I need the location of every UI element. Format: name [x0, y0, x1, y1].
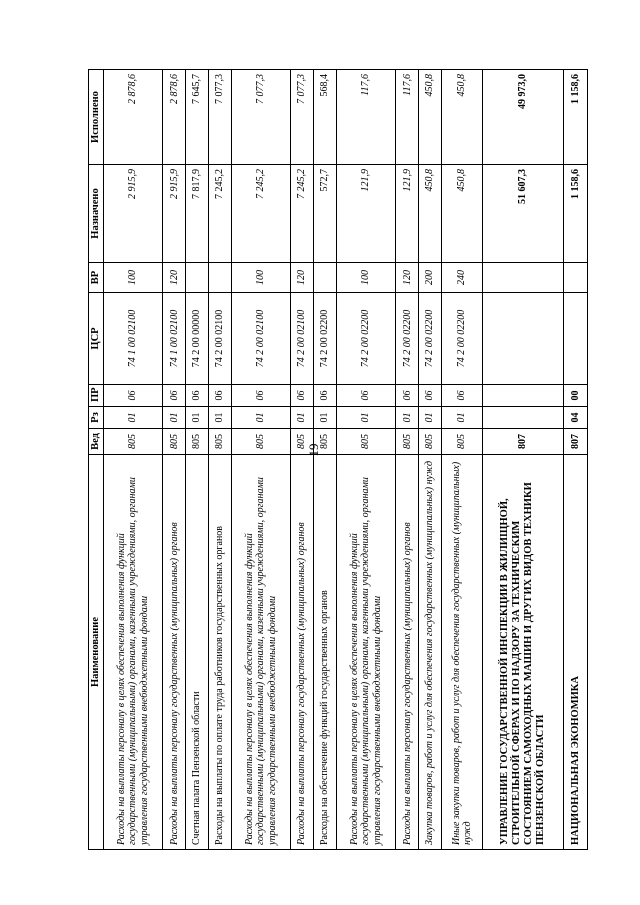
table-row: [337, 70, 396, 850]
cell-ved: 805: [442, 429, 483, 455]
cell-naznacheno: 121,9: [337, 165, 396, 263]
table-row: [396, 70, 419, 850]
cell-pr: 06: [186, 385, 209, 407]
cell-pr: 00: [564, 385, 588, 407]
cell-csr: 74 2 00 02100: [209, 293, 232, 385]
cell-rz: 01: [442, 407, 483, 429]
cell-name: Иные закупки товаров, работ и услуг для обеспечения государственных (муниципальных) нужд: [442, 455, 483, 850]
table-row: [483, 70, 564, 850]
cell-pr: 06: [232, 385, 291, 407]
cell-name: НАЦИОНАЛЬНАЯ ЭКОНОМИКА: [564, 455, 588, 850]
header-name: Наименование: [89, 455, 104, 850]
budget-table: [88, 69, 588, 850]
cell-ved: 807: [483, 429, 564, 455]
cell-ispolneno: 1 158,6: [564, 70, 588, 165]
cell-rz: 01: [314, 407, 337, 429]
cell-name: Закупка товаров, работ и услуг для обеспечения государственных (муниципальных) нужд: [419, 455, 442, 850]
cell-vr: [483, 263, 564, 293]
cell-rz: 01: [337, 407, 396, 429]
cell-rz: 01: [419, 407, 442, 429]
cell-vr: 100: [232, 263, 291, 293]
cell-pr: [483, 385, 564, 407]
cell-ved: 805: [419, 429, 442, 455]
cell-rz: 01: [232, 407, 291, 429]
cell-csr: [564, 293, 588, 385]
cell-rz: 01: [104, 407, 163, 429]
cell-naznacheno: 572,7: [314, 165, 337, 263]
cell-pr: 06: [104, 385, 163, 407]
cell-name: Расходы на выплаты персоналу в целях обеспечения выполнения функций государственными (муниципальными) органами, казенными учреждениями, органами управления государственными внебюджетными фондами: [337, 455, 396, 850]
header-pr: ПР: [89, 385, 104, 407]
cell-ispolneno: 450,8: [419, 70, 442, 165]
cell-ispolneno: 117,6: [396, 70, 419, 165]
cell-pr: 06: [396, 385, 419, 407]
table-row: [104, 70, 163, 850]
cell-ved: 805: [104, 429, 163, 455]
cell-pr: 06: [291, 385, 314, 407]
cell-vr: [209, 263, 232, 293]
header-ispolneno: Исполнено: [89, 70, 104, 165]
cell-name: Расходы на выплаты персоналу в целях обеспечения выполнения функций государственными (муниципальными) органами, казенными учреждениями, органами управления государственными внебюджетными фондами: [232, 455, 291, 850]
table-row: [442, 70, 483, 850]
cell-pr: 06: [337, 385, 396, 407]
cell-rz: [483, 407, 564, 429]
cell-naznacheno: 121,9: [396, 165, 419, 263]
cell-pr: 06: [419, 385, 442, 407]
cell-ved: 805: [396, 429, 419, 455]
cell-rz: 01: [163, 407, 186, 429]
rotated-table-container: [88, 70, 588, 850]
cell-naznacheno: 7 245,2: [209, 165, 232, 263]
header-csr: ЦСР: [89, 293, 104, 385]
cell-naznacheno: 2 915,9: [163, 165, 186, 263]
cell-naznacheno: 7 817,9: [186, 165, 209, 263]
cell-ved: 805: [209, 429, 232, 455]
cell-ved: 805: [186, 429, 209, 455]
cell-vr: 200: [419, 263, 442, 293]
cell-naznacheno: 1 158,6: [564, 165, 588, 263]
cell-csr: 74 2 00 02200: [314, 293, 337, 385]
cell-ispolneno: 7 077,3: [291, 70, 314, 165]
cell-ved: 805: [291, 429, 314, 455]
cell-csr: [483, 293, 564, 385]
cell-pr: 06: [314, 385, 337, 407]
cell-vr: [564, 263, 588, 293]
header-vr: ВР: [89, 263, 104, 293]
cell-vr: 120: [291, 263, 314, 293]
table-header-row: [89, 70, 104, 850]
cell-name: Расходы на выплаты персоналу государственных (муниципальных) органов: [291, 455, 314, 850]
table-row: [314, 70, 337, 850]
cell-naznacheno: 2 915,9: [104, 165, 163, 263]
cell-vr: 100: [104, 263, 163, 293]
cell-name: Счетная палата Пензенской области: [186, 455, 209, 850]
cell-csr: 74 2 00 02200: [337, 293, 396, 385]
cell-naznacheno: 450,8: [442, 165, 483, 263]
cell-rz: 01: [291, 407, 314, 429]
cell-naznacheno: 7 245,2: [291, 165, 314, 263]
cell-ispolneno: 7 077,3: [209, 70, 232, 165]
cell-name: Расходы на выплаты персоналу государственных (муниципальных) органов: [163, 455, 186, 850]
cell-ispolneno: 2 878,6: [163, 70, 186, 165]
cell-ispolneno: 49 973,0: [483, 70, 564, 165]
cell-name: Расходы на выплаты по оплате труда работников государственных органов: [209, 455, 232, 850]
table-row: [419, 70, 442, 850]
cell-csr: 74 2 00 02200: [442, 293, 483, 385]
cell-csr: 74 1 00 02100: [163, 293, 186, 385]
cell-csr: 74 2 00 02200: [419, 293, 442, 385]
cell-pr: 06: [442, 385, 483, 407]
table-row: [209, 70, 232, 850]
cell-name: УПРАВЛЕНИЕ ГОСУДАРСТВЕННОЙ ИНСПЕКЦИИ В ЖИЛИЩНОЙ, СТРОИТЕЛЬНОЙ СФЕРАХ И ПО НАДЗОРУ ЗА ТЕХНИЧЕСКИМ СОСТОЯНИЕМ САМОХОДНЫХ МАШИН И ДРУГИХ ВИДОВ ТЕХНИКИ ПЕНЗЕНСКОЙ ОБЛАСТИ: [483, 455, 564, 850]
cell-ispolneno: 7 077,3: [232, 70, 291, 165]
table-body: [104, 70, 588, 850]
cell-csr: 74 2 00 00000: [186, 293, 209, 385]
cell-ved: 805: [337, 429, 396, 455]
cell-csr: 74 2 00 02100: [291, 293, 314, 385]
table-row: [564, 70, 588, 850]
header-rz: Рз: [89, 407, 104, 429]
header-ved: Вед: [89, 429, 104, 455]
cell-pr: 06: [163, 385, 186, 407]
table-row: [291, 70, 314, 850]
cell-naznacheno: 450,8: [419, 165, 442, 263]
cell-naznacheno: 51 607,3: [483, 165, 564, 263]
cell-vr: 120: [163, 263, 186, 293]
cell-naznacheno: 7 245,2: [232, 165, 291, 263]
cell-name: Расходы на выплаты персоналу государственных (муниципальных) органов: [396, 455, 419, 850]
page-number: 19: [306, 443, 321, 457]
table-row: [186, 70, 209, 850]
cell-vr: 100: [337, 263, 396, 293]
cell-csr: 74 2 00 02100: [232, 293, 291, 385]
cell-ispolneno: 450,8: [442, 70, 483, 165]
header-naznacheno: Назначено: [89, 165, 104, 263]
cell-rz: 01: [209, 407, 232, 429]
table-row: [232, 70, 291, 850]
cell-vr: 120: [396, 263, 419, 293]
cell-name: Расходы на выплаты персоналу в целях обеспечения выполнения функций государственными (муниципальными) органами, казенными учреждениями, органами управления государственными внебюджетными фондами: [104, 455, 163, 850]
cell-rz: 01: [396, 407, 419, 429]
cell-rz: 04: [564, 407, 588, 429]
cell-vr: 240: [442, 263, 483, 293]
cell-ved: 805: [232, 429, 291, 455]
cell-ispolneno: 2 878,6: [104, 70, 163, 165]
cell-rz: 01: [186, 407, 209, 429]
cell-csr: 74 2 00 02200: [396, 293, 419, 385]
cell-vr: [186, 263, 209, 293]
cell-ispolneno: 117,6: [337, 70, 396, 165]
cell-csr: 74 1 00 02100: [104, 293, 163, 385]
table-row: [163, 70, 186, 850]
cell-ispolneno: 568,4: [314, 70, 337, 165]
cell-vr: [314, 263, 337, 293]
cell-ispolneno: 7 645,7: [186, 70, 209, 165]
cell-ved: 805: [314, 429, 337, 455]
cell-pr: 06: [209, 385, 232, 407]
cell-name: Расходы на обеспечение функций государственных органов: [314, 455, 337, 850]
cell-ved: 805: [163, 429, 186, 455]
cell-ved: 807: [564, 429, 588, 455]
